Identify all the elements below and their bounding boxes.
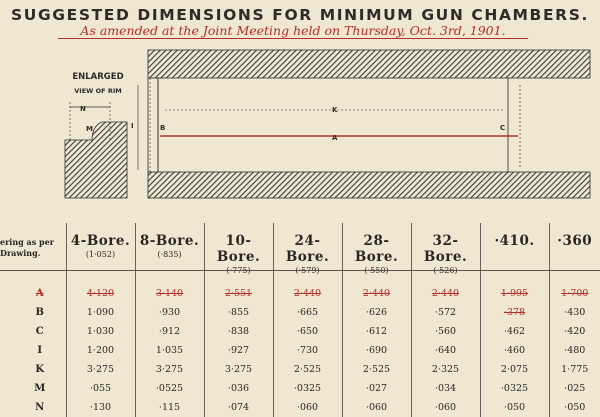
gauge-label: ·410. <box>481 223 549 249</box>
table-cell: ·050 <box>549 398 600 417</box>
letter-header-line2: Drawing. <box>0 248 66 259</box>
document-title: SUGGESTED DIMENSIONS FOR MINIMUM GUN CHAMBERS. <box>0 6 600 24</box>
rim-caption-line1: ENLARGED <box>58 70 138 84</box>
table-cell: 2·325 <box>411 360 480 379</box>
gauge-diameter: (·579) <box>274 265 342 276</box>
table-cell: ·838 <box>204 322 273 341</box>
gauge-diameter: (·550) <box>343 265 411 276</box>
table-cell: 2·075 <box>480 360 549 379</box>
table-row <box>0 322 600 341</box>
gauge-diameter: (·835) <box>136 249 204 260</box>
table-cell: ·560 <box>411 322 480 341</box>
table-cell: 2·525 <box>342 360 411 379</box>
table-cell: 1·090 <box>66 303 135 322</box>
table-cell: ·055 <box>66 379 135 398</box>
row-letter: B <box>0 303 66 322</box>
table-cell: 1·995 <box>480 284 549 303</box>
table-cell: 1·700 <box>549 284 600 303</box>
amendment-note: As amended at the Joint Meeting held on Thursday, Oct. 3rd, 1901. <box>58 24 528 39</box>
col-header-24-bore <box>273 223 342 284</box>
table-cell: 3·275 <box>135 360 204 379</box>
table-cell: ·640 <box>411 341 480 360</box>
table-cell: ·060 <box>342 398 411 417</box>
table-cell: ·480 <box>549 341 600 360</box>
row-letter: A <box>0 284 66 303</box>
col-header-10-bore <box>204 223 273 284</box>
table-cell: ·420 <box>549 322 600 341</box>
table-cell: ·0325 <box>273 379 342 398</box>
chamber-drawing <box>0 40 600 210</box>
gauge-diameter: (·526) <box>412 265 480 276</box>
row-letter: C <box>0 322 66 341</box>
table-cell: 1·035 <box>135 341 204 360</box>
table-cell: ·025 <box>549 379 600 398</box>
table-cell: ·690 <box>342 341 411 360</box>
table-cell: 1·775 <box>549 360 600 379</box>
table-row <box>0 379 600 398</box>
table-cell: ·912 <box>135 322 204 341</box>
col-header-32-bore <box>411 223 480 284</box>
label-c: C <box>500 124 505 132</box>
gauge-label: 32-Bore. <box>412 223 480 265</box>
table-cell: ·665 <box>273 303 342 322</box>
table-cell: ·626 <box>342 303 411 322</box>
table-cell: ·027 <box>342 379 411 398</box>
table-row <box>0 303 600 322</box>
label-k: K <box>332 106 338 114</box>
table-cell: ·462 <box>480 322 549 341</box>
table-row <box>0 360 600 379</box>
row-letter: M <box>0 379 66 398</box>
table-row <box>0 398 600 417</box>
row-letter: K <box>0 360 66 379</box>
table-cell: ·460 <box>480 341 549 360</box>
dimensions-table-wrap <box>0 223 600 400</box>
table-cell: 3·140 <box>135 284 204 303</box>
label-b: B <box>160 124 165 132</box>
table-cell: ·060 <box>273 398 342 417</box>
row-letter: N <box>0 398 66 417</box>
table-cell: 1·200 <box>66 341 135 360</box>
label-m: M <box>86 125 93 133</box>
table-cell: 2·440 <box>273 284 342 303</box>
table-cell: ·430 <box>549 303 600 322</box>
table-cell: ·855 <box>204 303 273 322</box>
table-row <box>0 284 600 303</box>
gauge-label: 4-Bore. <box>67 223 135 249</box>
table-cell: 2·525 <box>273 360 342 379</box>
table-header-row <box>0 223 600 284</box>
table-cell: ·036 <box>204 379 273 398</box>
chamber-section <box>131 50 590 198</box>
table-cell: 3·275 <box>204 360 273 379</box>
header-rule <box>0 270 600 271</box>
table-cell: ·060 <box>411 398 480 417</box>
gauge-diameter: (1·052) <box>67 249 135 260</box>
gauge-diameter: (·775) <box>205 265 273 276</box>
rim-caption-line2: VIEW OF RIM <box>58 84 138 98</box>
table-row <box>0 341 600 360</box>
table-body <box>0 284 600 417</box>
rim-detail <box>65 102 127 198</box>
table-cell: ·0325 <box>480 379 549 398</box>
label-n: N <box>80 105 86 113</box>
label-i: I <box>131 122 134 130</box>
table-cell: 3·275 <box>66 360 135 379</box>
row-letter: I <box>0 341 66 360</box>
gauge-label: 28-Bore. <box>343 223 411 265</box>
col-header-360 <box>549 223 600 284</box>
table-cell: ·730 <box>273 341 342 360</box>
dimensions-table <box>0 223 600 417</box>
table-cell: 2·551 <box>204 284 273 303</box>
table-cell: 2·440 <box>411 284 480 303</box>
table-cell: 2·440 <box>342 284 411 303</box>
table-cell: ·115 <box>135 398 204 417</box>
letter-header <box>0 223 66 284</box>
table-cell: ·034 <box>411 379 480 398</box>
table-cell: ·650 <box>273 322 342 341</box>
gauge-label: 10-Bore. <box>205 223 273 265</box>
table-cell: ·074 <box>204 398 273 417</box>
table-cell: ·0525 <box>135 379 204 398</box>
gauge-label: ·360 <box>550 223 600 249</box>
table-cell: ·572 <box>411 303 480 322</box>
table-cell: ·378 <box>480 303 549 322</box>
table-cell: ·927 <box>204 341 273 360</box>
col-header-410 <box>480 223 549 284</box>
table-cell: ·930 <box>135 303 204 322</box>
col-header-28-bore <box>342 223 411 284</box>
gauge-label: 24-Bore. <box>274 223 342 265</box>
table-cell: ·130 <box>66 398 135 417</box>
col-header-4-bore <box>66 223 135 284</box>
col-header-8-bore <box>135 223 204 284</box>
table-cell: ·612 <box>342 322 411 341</box>
label-a: A <box>332 134 338 142</box>
table-cell: 1·030 <box>66 322 135 341</box>
table-cell: ·050 <box>480 398 549 417</box>
gauge-label: 8-Bore. <box>136 223 204 249</box>
letter-header-line1: ering as per <box>0 237 66 248</box>
table-cell: 4·120 <box>66 284 135 303</box>
